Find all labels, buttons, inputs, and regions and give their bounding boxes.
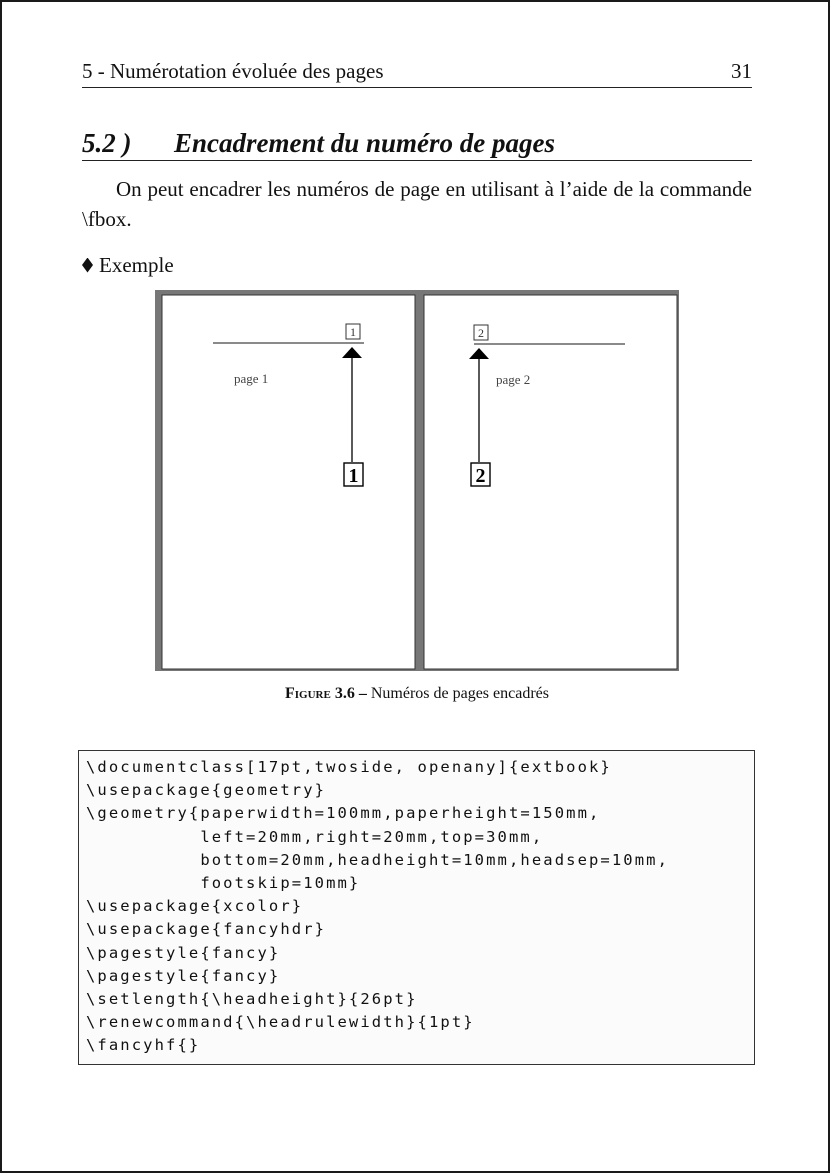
caption-text: Numéros de pages encadrés bbox=[370, 685, 549, 702]
code-line: \fancyhf{} bbox=[86, 1036, 201, 1055]
page-number: 31 bbox=[731, 59, 752, 83]
left-large-number: 1 bbox=[348, 465, 359, 487]
diamond-bullet-icon bbox=[82, 258, 93, 273]
running-header bbox=[82, 57, 752, 88]
code-line: bottom=20mm,headheight=10mm,headsep=10mm, bbox=[86, 850, 670, 869]
right-large-number: 2 bbox=[475, 465, 486, 487]
code-line: \usepackage{geometry} bbox=[86, 781, 327, 800]
code-line: \setlength{\headheight}{26pt} bbox=[86, 990, 418, 1009]
right-page-label: page 2 bbox=[496, 372, 531, 387]
section-number: 5.2 ) bbox=[82, 128, 132, 158]
left-small-number: 1 bbox=[350, 325, 356, 339]
figure-caption bbox=[2, 683, 830, 705]
right-small-number: 2 bbox=[478, 326, 484, 340]
right-page-sheet bbox=[424, 295, 677, 669]
code-line: \documentclass[17pt,twoside, openany]{extbook} bbox=[86, 758, 612, 776]
left-page-sheet bbox=[162, 295, 415, 669]
code-line: left=20mm,right=20mm,top=30mm, bbox=[86, 827, 544, 846]
code-line: \geometry{paperwidth=100mm,paperheight=150mm, bbox=[86, 804, 601, 823]
left-page-label: page 1 bbox=[234, 371, 269, 386]
body-paragraph bbox=[82, 174, 752, 234]
code-line: \pagestyle{fancy} bbox=[86, 966, 281, 985]
code-line: \renewcommand{\headrulewidth}{1pt} bbox=[86, 1013, 475, 1032]
figure-svg bbox=[155, 290, 679, 671]
code-line: \usepackage{fancyhdr} bbox=[86, 920, 327, 939]
figure-image bbox=[155, 290, 679, 671]
code-listing bbox=[78, 750, 755, 1065]
caption-label: Figure 3.6 – bbox=[285, 685, 367, 702]
code-line: \usepackage{xcolor} bbox=[86, 897, 304, 916]
chapter-title: 5 - Numérotation évoluée des pages bbox=[82, 59, 384, 83]
code-line: \pagestyle{fancy} bbox=[86, 943, 281, 962]
section-title: Encadrement du numéro de pages bbox=[174, 128, 556, 158]
example-text: Exemple bbox=[99, 253, 174, 277]
paragraph-text: On peut encadrer les numéros de page en utilisant à l’aide de la commande \fbox. bbox=[82, 177, 752, 231]
code-lines bbox=[86, 756, 747, 1058]
code-line: footskip=10mm} bbox=[86, 874, 361, 893]
section-heading bbox=[82, 126, 752, 161]
example-label bbox=[82, 251, 174, 279]
